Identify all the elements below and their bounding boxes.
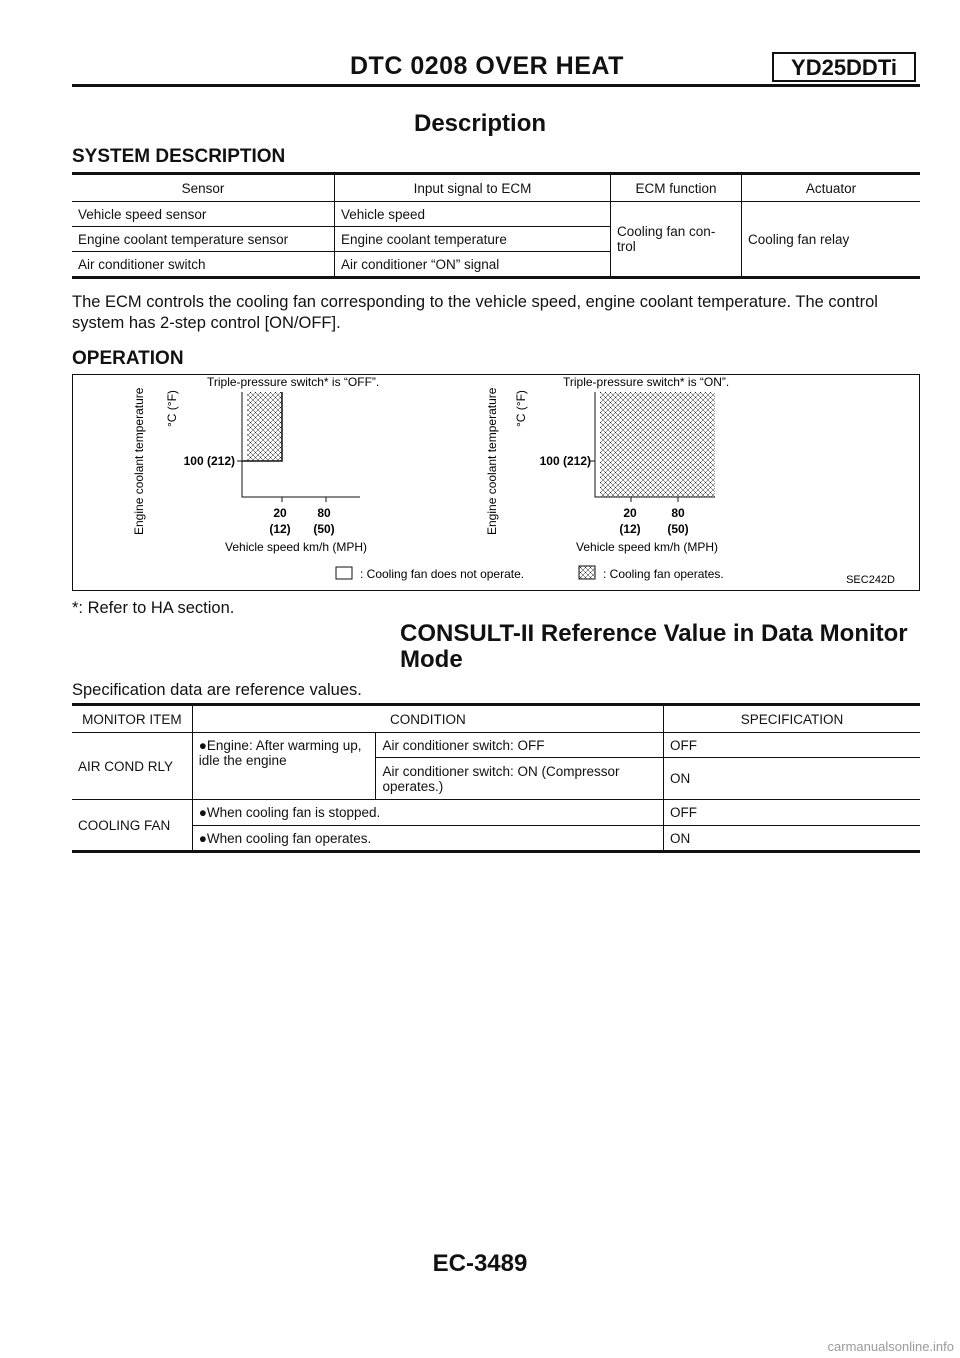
- bullet: ●: [198, 738, 207, 753]
- left-x-tick-label: 20: [273, 506, 287, 520]
- legend-on-label: : Cooling fan operates.: [603, 567, 724, 581]
- sensor-cell: Engine coolant temperature sensor: [72, 227, 335, 252]
- description-heading: Description: [413, 110, 547, 137]
- right-fan-on-area: [600, 392, 715, 497]
- ecm-function-cell: Cooling fan con- trol: [611, 202, 742, 278]
- actuator-cell: Cooling fan relay: [748, 231, 850, 247]
- consult-intro: Specification data are reference values.: [72, 681, 362, 699]
- operation-footnote: *: Refer to HA section.: [72, 599, 235, 617]
- spec-cell: ON: [663, 758, 920, 800]
- bullet: ●: [198, 830, 207, 846]
- right-x-tick-sublabel: (12): [619, 522, 641, 536]
- left-fan-on-area: [247, 392, 282, 461]
- col-ecm-function: ECM function: [611, 174, 742, 202]
- system-description-heading: SYSTEM DESCRIPTION: [72, 146, 286, 167]
- consult-heading-line1: CONSULT-II Reference Value in Data Monitor: [400, 620, 908, 647]
- spec-cell: OFF: [663, 733, 920, 758]
- page-number: EC-3489: [432, 1250, 528, 1277]
- sub-condition-cell: Air conditioner switch: ON (Compressor operates.): [376, 758, 663, 800]
- header-rule: [72, 84, 920, 87]
- right-x-tick-sublabel: (50): [667, 522, 689, 536]
- legend-on-swatch: [579, 566, 595, 579]
- monitor-item-cell: COOLING FAN: [72, 800, 192, 852]
- table-row: [72, 202, 920, 227]
- consult-heading-line2: Mode: [400, 646, 463, 673]
- signal-cell: Vehicle speed: [335, 202, 611, 227]
- right-chart: [485, 375, 729, 554]
- right-chart-title: Triple-pressure switch* is “ON”.: [563, 375, 730, 389]
- left-chart-title: Triple-pressure switch* is “OFF”.: [207, 375, 380, 389]
- col-specification: SPECIFICATION: [663, 705, 920, 733]
- sub-condition-cell: Air conditioner switch: OFF: [376, 733, 663, 758]
- table-row: [72, 800, 920, 826]
- right-x-tick-label: 80: [671, 506, 685, 520]
- right-y-axis-label: Engine coolant temperature: [485, 387, 499, 535]
- col-condition: CONDITION: [192, 705, 663, 733]
- left-x-tick-sublabel: (50): [313, 522, 335, 536]
- table-header-row: [72, 705, 920, 733]
- left-x-tick-sublabel: (12): [269, 522, 291, 536]
- watermark: carmanualsonline.info: [827, 1339, 954, 1354]
- left-x-axis-label: Vehicle speed km/h (MPH): [225, 540, 368, 554]
- right-x-axis-label: Vehicle speed km/h (MPH): [576, 540, 719, 554]
- condition-main-cell: ●Engine: After warming up, idle the engine: [192, 733, 376, 800]
- table-row: [72, 733, 920, 758]
- signal-cell: Engine coolant temperature: [335, 227, 611, 252]
- figure-id: SEC242D: [846, 574, 895, 586]
- spec-cell: OFF: [663, 800, 920, 826]
- operation-heading: OPERATION: [72, 348, 184, 369]
- legend-off-swatch: [336, 567, 352, 579]
- system-description-paragraph: The ECM controls the cooling fan corresponding to the vehicle speed, engine coolant temperature. The control system has 2-step control [ON/OFF].: [72, 293, 878, 332]
- operation-diagram: [73, 375, 918, 589]
- signal-cell: Air conditioner “ON” signal: [335, 252, 611, 278]
- sensor-cell: Air conditioner switch: [72, 252, 335, 278]
- table-header-row: [72, 174, 920, 202]
- left-y-tick-label: 100 (212): [183, 454, 235, 468]
- table-row: [72, 826, 920, 852]
- page-title: DTC 0208 OVER HEAT: [350, 52, 624, 80]
- left-x-tick-label: 80: [317, 506, 331, 520]
- col-sensor: Sensor: [72, 174, 335, 202]
- consult-table: [72, 703, 920, 853]
- system-description-table: [72, 172, 920, 279]
- right-y-tick-label: 100 (212): [539, 454, 591, 468]
- right-y-unit: °C (°F): [514, 390, 528, 427]
- monitor-item-cell: AIR COND RLY: [72, 733, 192, 800]
- sensor-cell: Vehicle speed sensor: [72, 202, 335, 227]
- col-monitor-item: MONITOR ITEM: [72, 705, 192, 733]
- legend-off-label: : Cooling fan does not operate.: [360, 567, 525, 581]
- left-y-unit: °C (°F): [165, 390, 179, 427]
- col-input-signal: Input signal to ECM: [335, 174, 611, 202]
- left-chart: [132, 375, 379, 554]
- spec-cell: ON: [669, 830, 691, 846]
- condition-cell: ●When cooling fan is stopped.: [192, 800, 663, 826]
- left-y-axis-label: Engine coolant temperature: [132, 387, 146, 535]
- bullet: ●: [198, 805, 207, 820]
- consult-heading: [400, 621, 908, 673]
- condition-cell: ●When cooling fan operates.: [192, 826, 663, 852]
- operation-figure: [72, 374, 920, 591]
- engine-code-badge: YD25DDTi: [772, 52, 916, 82]
- right-x-tick-label: 20: [623, 506, 637, 520]
- col-actuator: Actuator: [742, 174, 921, 202]
